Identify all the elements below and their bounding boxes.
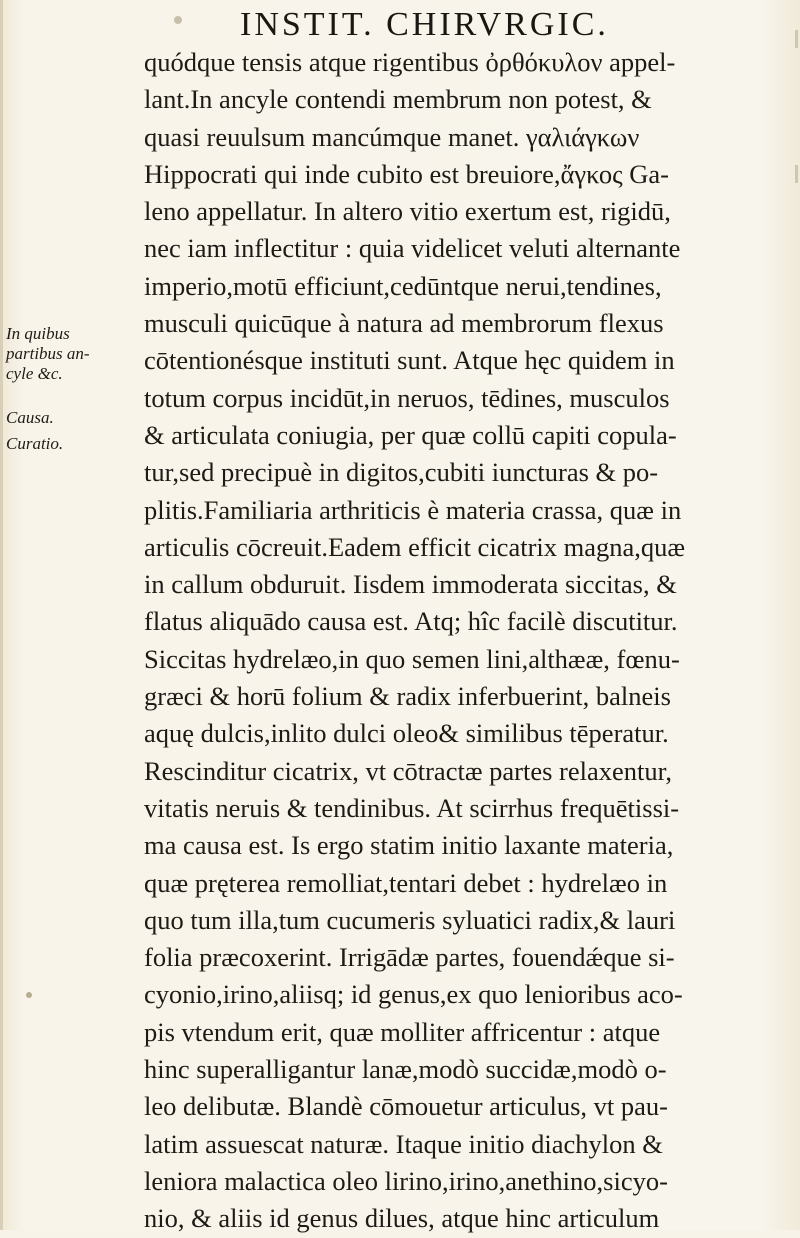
text-line: quódque tensis atque rigentibus ὀρθόκυλον appel- bbox=[144, 47, 676, 77]
margin-note-causa: Causa. bbox=[6, 408, 54, 427]
text-line: in callum obduruit. Iisdem immoderata siccitas, & bbox=[144, 569, 677, 600]
text-line: quo tum illa,tum cucumeris syluatici radix,& lauri bbox=[144, 904, 676, 935]
edge-mark bbox=[795, 30, 798, 48]
text-line: leniora malactica oleo lirino,irino,anethino,sicyo- bbox=[144, 1165, 668, 1196]
margin-notes bbox=[6, 324, 126, 454]
text-line: nec iam inflectitur : quia videlicet veluti alternante bbox=[144, 233, 681, 264]
text-line: quasi reuulsum mancúmque manet. γαλιάγκων bbox=[144, 121, 640, 152]
text-line: lant.In ancyle contendi membrum non potest, & bbox=[144, 84, 652, 115]
body-text bbox=[144, 44, 794, 1238]
text-line: ma causa est. Is ergo statim initio laxante materia, bbox=[144, 830, 674, 861]
text-line: pis vtendum erit, quæ molliter affricentur : atque bbox=[144, 1016, 661, 1047]
text-line: tur,sed precipuè in digitos,cubiti iuncturas & po- bbox=[144, 457, 659, 488]
text-line: cōtentionésque instituti sunt. Atque hęc quidem in bbox=[144, 345, 675, 376]
text-line: cyonio,irino,aliisq; id genus,ex quo lenioribus aco- bbox=[144, 979, 683, 1010]
text-line: vitatis neruis & tendinibus. At scirrhus frequētissi- bbox=[144, 792, 680, 823]
text-line: Hippocrati qui inde cubito est breuiore,ἄγκος Ga- bbox=[144, 158, 669, 189]
text-line: articulis cōcreuit.Eadem efficit cicatrix magna,quæ bbox=[144, 531, 686, 562]
text-line: leo delibutæ. Blandè cōmouetur articulus, vt pau- bbox=[144, 1091, 668, 1122]
margin-note-in-quibus-1: In quibus bbox=[6, 324, 70, 343]
text-line: aquę dulcis,inlito dulci oleo& similibus tēperatur. bbox=[144, 718, 669, 749]
text-line: leno appellatur. In altero vitio exertum est, rigidū, bbox=[144, 196, 671, 227]
text-line: quæ pręterea remolliat,tentari debet : hydrelæo in bbox=[144, 867, 668, 898]
text-line: & articulata coniugia, per quæ collū capiti copula- bbox=[144, 419, 677, 450]
margin-note-in-quibus-2: partibus an- bbox=[6, 344, 90, 363]
page-gutter bbox=[0, 0, 3, 1230]
text-line: latim assuescat naturæ. Itaque initio diachylon & bbox=[144, 1128, 663, 1159]
margin-note-curatio: Curatio. bbox=[6, 434, 64, 453]
margin-dot bbox=[26, 992, 32, 998]
text-line: plitis.Familiaria arthriticis è materia crassa, quæ in bbox=[144, 494, 682, 525]
text-line: Siccitas hydrelæo,in quo semen lini,althææ, fœnu- bbox=[144, 643, 680, 674]
text-line: nio, & aliis id genus dilues, atque hinc articulum bbox=[144, 1203, 660, 1234]
text-line: totum corpus incidūt,in neruos, tēdines, musculos bbox=[144, 382, 670, 413]
text-line: hinc superalligantur lanæ,modò succidæ,modò o- bbox=[144, 1054, 667, 1085]
edge-mark bbox=[795, 165, 798, 183]
text-line: flatus aliquādo causa est. Atq; hîc facilè discutitur. bbox=[144, 606, 678, 637]
text-line: imperio,motū efficiunt,cedūntque nerui,tendines, bbox=[144, 270, 662, 301]
text-line: musculi quicūque à natura ad membrorum flexus bbox=[144, 308, 664, 339]
margin-note-in-quibus-3: cyle &c. bbox=[6, 364, 63, 383]
text-line: græci & horū folium & radix inferbuerint, balneis bbox=[144, 681, 671, 712]
head-ornament bbox=[174, 16, 182, 24]
text-line: Rescinditur cicatrix, vt cōtractæ partes relaxentur, bbox=[144, 755, 672, 786]
running-head: INSTIT. CHIRVRGIC. bbox=[240, 6, 609, 43]
text-line: folia præcoxerint. Irrigādæ partes, fouendǽque si- bbox=[144, 942, 675, 973]
